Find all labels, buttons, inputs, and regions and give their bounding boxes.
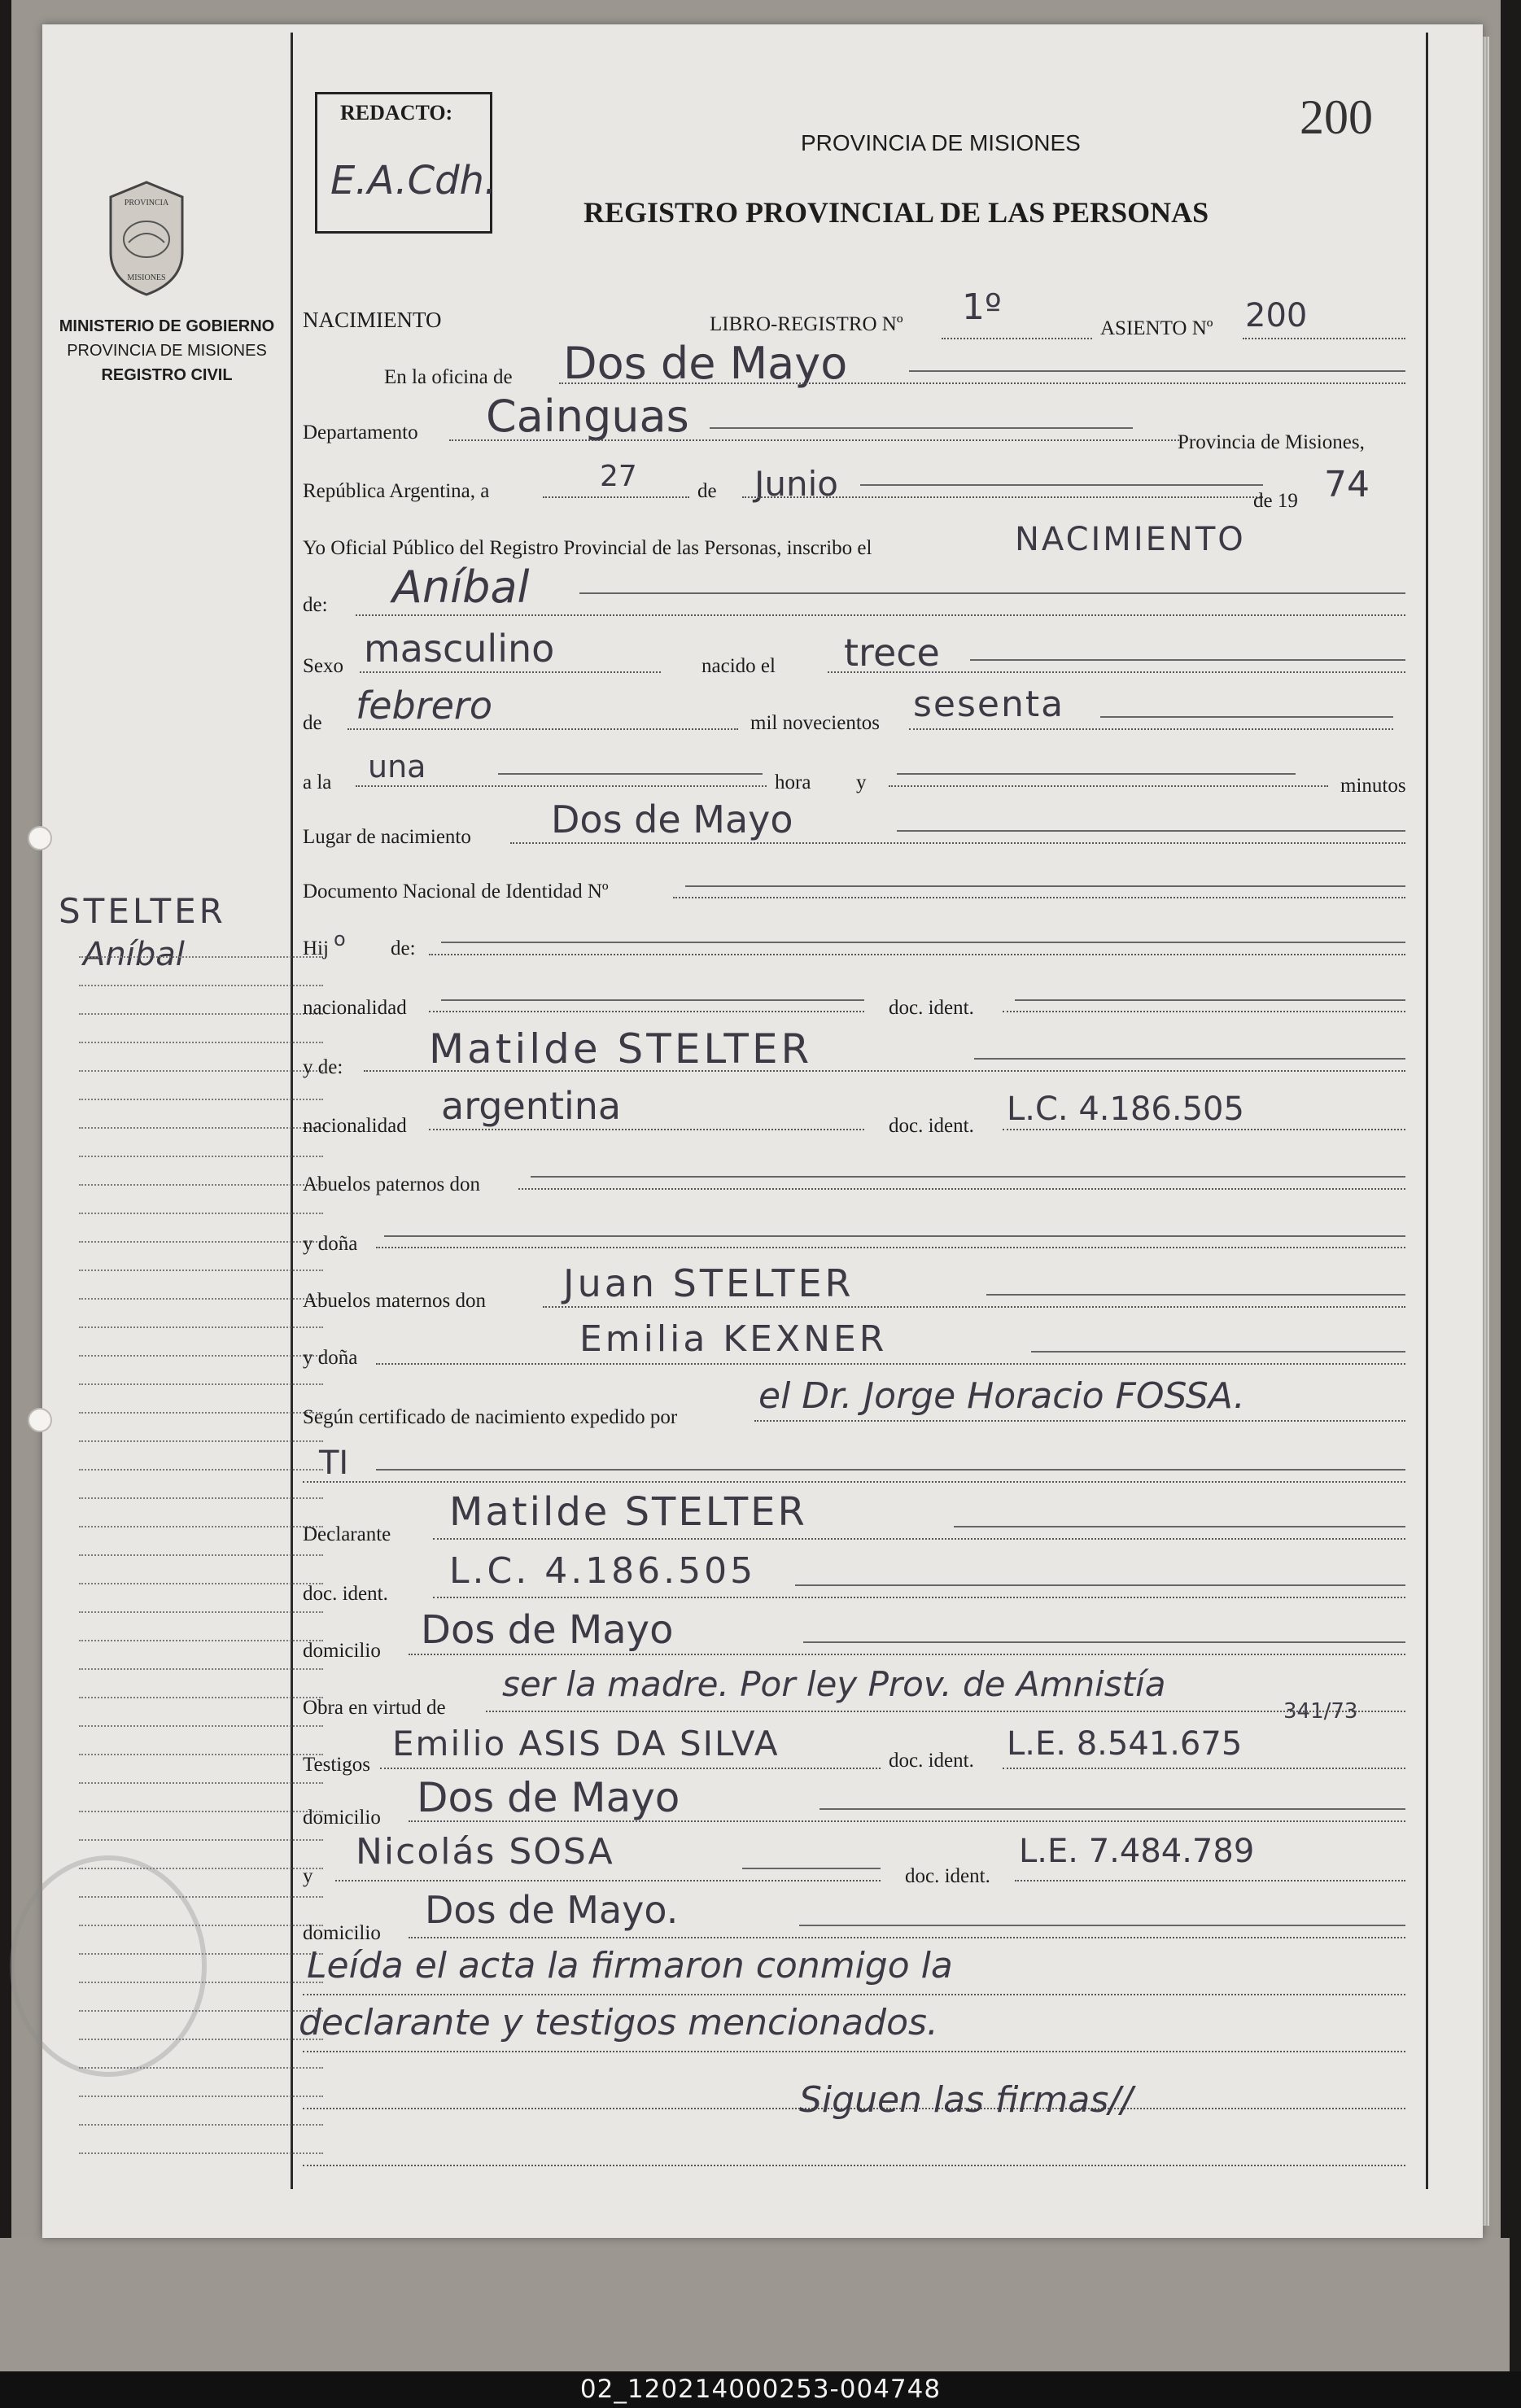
nacimiento-label: NACIMIENTO <box>303 308 442 332</box>
ydona2-label: y doña <box>303 1347 358 1369</box>
birth-month-line <box>347 728 738 730</box>
docident2-value: L.C. 4.186.505 <box>1007 1090 1244 1128</box>
image-id-footer: 02_120214000253-004748 <box>0 2371 1521 2408</box>
closing-line2: declarante y testigos mencionados. <box>299 2002 938 2043</box>
fill-stroke <box>531 1176 1405 1178</box>
domicilio2-label: domicilio <box>303 1807 381 1829</box>
fill-stroke <box>685 885 1405 887</box>
abuela-materna-value: Emilia KEXNER <box>579 1318 888 1360</box>
domicilio3-label: domicilio <box>303 1922 381 1944</box>
libro-label: LIBRO-REGISTRO Nº <box>710 313 903 335</box>
fill-stroke <box>441 942 1405 943</box>
fill-stroke <box>376 1469 1405 1471</box>
registry-title: REGISTRO PROVINCIAL DE LAS PERSONAS <box>583 196 1209 229</box>
testigo2-value: Nicolás SOSA <box>356 1831 614 1873</box>
fill-stroke <box>710 427 1133 429</box>
y-label: y <box>856 771 867 793</box>
year-prefix: de 19 <box>1253 490 1298 512</box>
nacionalidad1-label: nacionalidad <box>303 997 407 1019</box>
oficial-text: Yo Oficial Público del Registro Provincial de las Personas, inscribo el <box>303 537 872 559</box>
obra-label: Obra en virtud de <box>303 1697 446 1719</box>
asiento-line <box>1243 338 1405 339</box>
mother-value: Matilde STELTER <box>429 1025 813 1073</box>
ala-label: a la <box>303 771 332 793</box>
libro-value: 1º <box>962 286 1002 328</box>
punch-hole <box>28 826 52 850</box>
fill-stroke <box>909 370 1405 372</box>
testigo2-line <box>335 1880 881 1881</box>
declarante-value: Matilde STELTER <box>449 1489 807 1535</box>
seal-text-top: PROVINCIA <box>124 199 169 208</box>
fill-stroke <box>498 773 763 775</box>
fill-stroke <box>1100 716 1393 718</box>
hora-label: hora <box>775 771 811 793</box>
departamento-label: Departamento <box>303 422 418 444</box>
fill-stroke <box>974 1058 1405 1060</box>
closing-line2-rule <box>303 2051 1405 2052</box>
minutos-line <box>889 785 1328 787</box>
day-line <box>543 496 689 498</box>
ala-line <box>356 785 767 787</box>
oficina-label: En la oficina de <box>384 366 513 388</box>
ministry-line1: MINISTERIO DE GOBIERNO <box>59 317 275 335</box>
dni-label: Documento Nacional de Identidad Nº <box>303 881 609 902</box>
declarante-line <box>433 1538 1405 1540</box>
name-line <box>356 614 1405 616</box>
sexo-line <box>360 671 661 673</box>
fill-stroke <box>803 1641 1405 1643</box>
oficina-line <box>559 382 1405 384</box>
punch-hole <box>28 1408 52 1432</box>
redacto-label: REDACTO: <box>340 101 453 125</box>
domicilio3-value: Dos de Mayo. <box>425 1888 679 1932</box>
de2-label: de <box>303 712 322 734</box>
certificado-line <box>754 1420 1405 1422</box>
republica-label: República Argentina, a <box>303 480 490 502</box>
closing-line1-rule <box>303 1994 1405 1995</box>
abuelos-paternos-line <box>518 1188 1405 1190</box>
seal-text-bottom: MISIONES <box>127 273 166 282</box>
ministry-line2: PROVINCIA DE MISIONES <box>67 342 267 360</box>
nacido-line <box>828 671 1405 673</box>
fill-stroke <box>897 830 1405 832</box>
lugar-value: Dos de Mayo <box>551 798 793 841</box>
oficina-value: Dos de Mayo <box>563 338 848 389</box>
obra-line <box>486 1711 1405 1712</box>
ministry-line3: REGISTRO CIVIL <box>101 366 233 384</box>
certificado-line2 <box>303 1481 1405 1483</box>
docident1-label: doc. ident. <box>889 997 974 1019</box>
y2-label: y <box>303 1865 313 1887</box>
domicilio2-value: Dos de Mayo <box>417 1774 680 1821</box>
nacido-value: trece <box>844 631 940 675</box>
lugar-label: Lugar de nacimiento <box>303 826 471 848</box>
docident5-line <box>1015 1880 1405 1881</box>
docident1-line <box>1003 1011 1405 1012</box>
docident3-line <box>433 1597 1405 1598</box>
fill-stroke <box>742 1868 881 1869</box>
fill-stroke <box>954 1526 1405 1527</box>
mil-value: sesenta <box>913 684 1065 725</box>
margin-surname: STELTER <box>59 891 226 931</box>
docident4-line <box>1003 1768 1405 1769</box>
register-sheet <box>42 24 1483 2238</box>
minutos-label: minutos <box>1340 775 1406 797</box>
obra-value: ser la madre. Por ley Prov. de Amnistía <box>502 1664 1166 1704</box>
docident5-label: doc. ident. <box>905 1865 990 1887</box>
nacionalidad2-line <box>429 1129 864 1130</box>
ydona1-label: y doña <box>303 1233 358 1255</box>
docident3-label: doc. ident. <box>303 1583 388 1605</box>
hijo-line <box>429 954 1405 955</box>
closing-line1: Leída el acta la firmaron conmigo la <box>307 1945 953 1986</box>
ala-value: una <box>368 749 426 784</box>
domicilio1-label: domicilio <box>303 1640 381 1662</box>
redacto-signature: E.A.Cdh. <box>330 158 497 203</box>
closing-line3: Siguen las firmas// <box>799 2079 1133 2121</box>
province-line: PROVINCIA DE MISIONES <box>801 130 1081 155</box>
mil-line <box>909 728 1393 730</box>
yde-label: y de: <box>303 1056 343 1078</box>
provincia-suffix: Provincia de Misiones, <box>1178 431 1365 453</box>
province-seal <box>104 177 190 298</box>
month-value: Junio <box>754 464 838 504</box>
nacionalidad1-line <box>429 1011 864 1012</box>
year-value: 74 <box>1324 464 1370 505</box>
ydona1-line <box>376 1247 1405 1248</box>
domicilio1-line <box>409 1654 1405 1655</box>
margin-given-name: Aníbal <box>83 936 185 973</box>
docident5-value: L.E. 7.484.789 <box>1019 1833 1255 1870</box>
fill-stroke <box>970 659 1405 661</box>
fill-stroke <box>860 484 1263 486</box>
day-value: 27 <box>600 460 637 493</box>
fill-stroke <box>384 1235 1405 1237</box>
abuelos-paternos-label: Abuelos paternos don <box>303 1173 481 1195</box>
de-colon-label: de: <box>303 594 328 616</box>
fill-stroke <box>795 1584 1405 1586</box>
name-value: Aníbal <box>392 562 530 613</box>
testigo1-value: Emilio ASIS DA SILVA <box>392 1724 780 1763</box>
docident2-label: doc. ident. <box>889 1115 974 1137</box>
hijo-label: Hij <box>303 937 329 959</box>
closing-line4-rule <box>303 2165 1405 2166</box>
testigos-label: Testigos <box>303 1754 370 1776</box>
fill-stroke <box>897 773 1296 775</box>
fill-stroke <box>1015 999 1405 1001</box>
fill-stroke <box>441 999 864 1001</box>
fill-stroke <box>799 1925 1405 1926</box>
right-rule <box>1426 33 1428 2189</box>
docident4-value: L.E. 8.541.675 <box>1007 1725 1243 1763</box>
mother-line <box>364 1070 1405 1072</box>
domicilio1-value: Dos de Mayo <box>421 1607 674 1653</box>
asiento-label: ASIENTO Nº <box>1100 317 1213 339</box>
dni-line <box>673 897 1405 898</box>
month-line <box>742 496 1263 498</box>
table-surface <box>0 2238 1510 2372</box>
sexo-value: masculino <box>364 627 555 671</box>
redacto-box <box>315 92 497 234</box>
nacido-label: nacido el <box>701 655 776 677</box>
abuelos-maternos-label: Abuelos maternos don <box>303 1290 486 1312</box>
mil-label: mil novecientos <box>750 712 880 734</box>
departamento-line <box>449 439 1182 441</box>
asiento-value: 200 <box>1245 297 1308 334</box>
departamento-value: Cainguas <box>486 391 689 442</box>
birth-month-value: febrero <box>356 684 492 728</box>
libro-line <box>942 338 1092 339</box>
nacionalidad2-value: argentina <box>441 1084 622 1128</box>
hijo-suffix: o <box>334 928 346 951</box>
folio-number: 200 <box>1300 90 1373 144</box>
declarante-label: Declarante <box>303 1523 391 1545</box>
docident2-line <box>1003 1129 1405 1130</box>
margin-rule <box>291 33 293 2189</box>
certificado-label: Según certificado de nacimiento expedido por <box>303 1406 678 1428</box>
abuela-materna-line <box>376 1363 1405 1365</box>
abuelo-materno-value: Juan STELTER <box>563 1261 854 1305</box>
testigo1-line <box>380 1768 881 1769</box>
faded-stamp <box>10 1855 207 2077</box>
lugar-line <box>510 842 1405 844</box>
abuelo-materno-line <box>543 1306 1405 1308</box>
domicilio2-line <box>409 1820 1405 1822</box>
domicilio3-line <box>409 1937 1405 1938</box>
docident4-label: doc. ident. <box>889 1750 974 1772</box>
inscribo-value: NACIMIENTO <box>1015 521 1246 558</box>
nacionalidad2-label: nacionalidad <box>303 1115 407 1137</box>
sexo-label: Sexo <box>303 655 343 677</box>
certificado-value: el Dr. Jorge Horacio FOSSA. <box>758 1375 1245 1417</box>
certificado-cont: TI <box>319 1444 349 1482</box>
fill-stroke <box>579 592 1405 594</box>
hijo-de-label: de: <box>391 937 416 959</box>
fill-stroke <box>820 1808 1405 1810</box>
fill-stroke <box>1031 1351 1405 1353</box>
docident3-value: L.C. 4.186.505 <box>449 1550 757 1592</box>
obra-note: 341/73 <box>1283 1699 1358 1724</box>
de-label: de <box>697 480 717 502</box>
fill-stroke <box>986 1294 1405 1296</box>
